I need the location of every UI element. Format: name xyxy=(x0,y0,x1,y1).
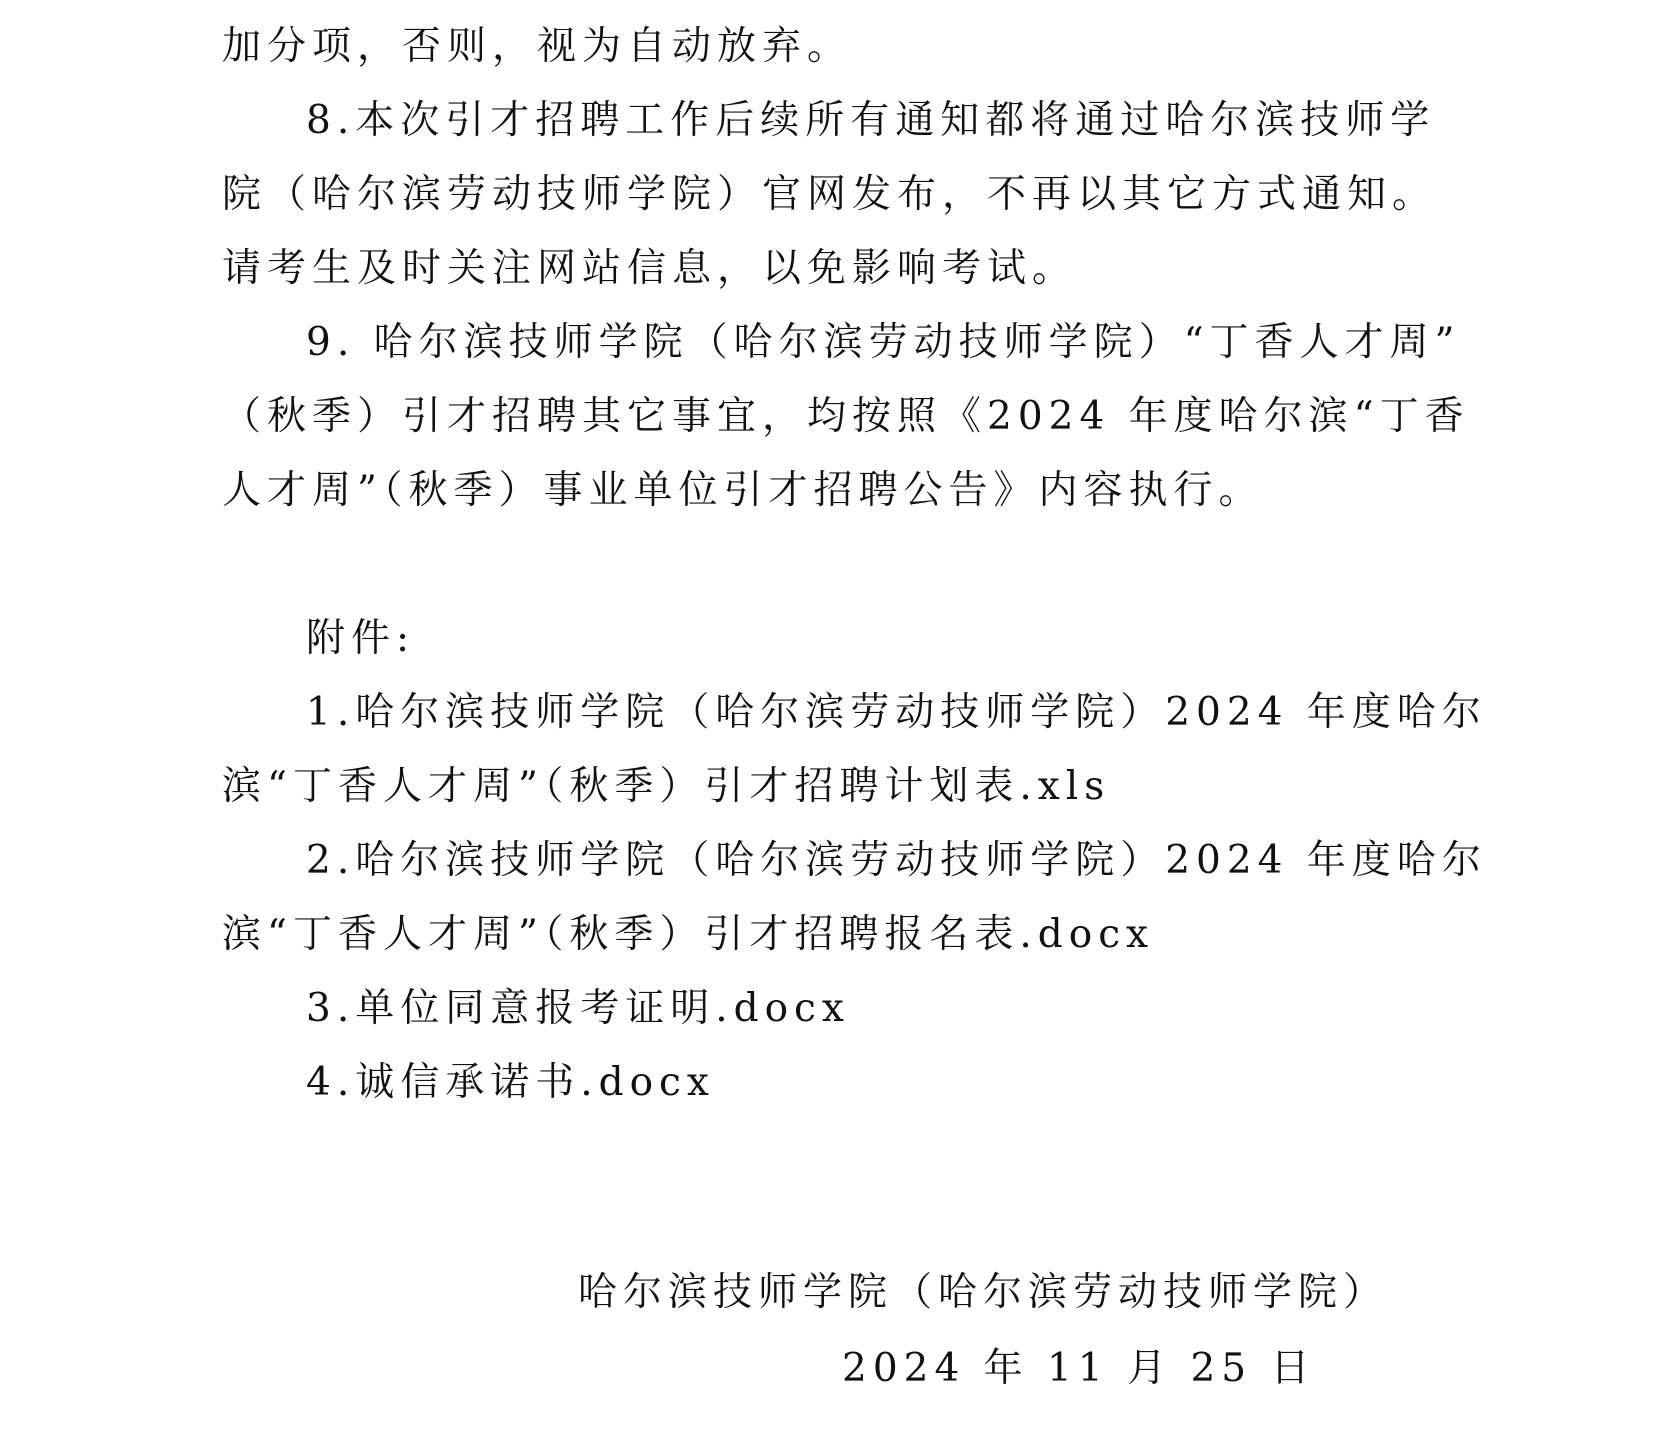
signature-organization: 哈尔滨技师学院（哈尔滨劳动技师学院） xyxy=(578,1270,1389,1315)
attachment-2-line-2[interactable]: 滨“丁香人才周”（秋季）引才招聘报名表.docx xyxy=(222,912,1155,957)
signature-date: 2024 年 11 月 25 日 xyxy=(842,1346,1316,1391)
paragraph-8-line-1: 8.本次引才招聘工作后续所有通知都将通过哈尔滨技师学 xyxy=(306,98,1436,143)
attachment-3[interactable]: 3.单位同意报考证明.docx xyxy=(306,986,850,1031)
paragraph-8-line-3: 请考生及时关注网站信息，以免影响考试。 xyxy=(222,246,1078,291)
attachments-heading: 附件: xyxy=(306,616,416,661)
attachment-1-line-2[interactable]: 滨“丁香人才周”（秋季）引才招聘计划表.xls xyxy=(222,764,1111,809)
attachment-4[interactable]: 4.诚信承诺书.docx xyxy=(306,1060,715,1105)
paragraph-9-line-3: 人才周”（秋季）事业单位引才招聘公告》内容执行。 xyxy=(222,468,1264,513)
attachment-2-line-1[interactable]: 2.哈尔滨技师学院（哈尔滨劳动技师学院）2024 年度哈尔 xyxy=(306,838,1487,883)
paragraph-8-line-2: 院（哈尔滨劳动技师学院）官网发布，不再以其它方式通知。 xyxy=(222,172,1438,217)
paragraph-7-tail: 加分项，否则，视为自动放弃。 xyxy=(222,24,853,69)
paragraph-9-line-2: （秋季）引才招聘其它事宜，均按照《2024 年度哈尔滨“丁香 xyxy=(222,394,1470,439)
paragraph-9-line-1: 9. 哈尔滨技师学院（哈尔滨劳动技师学院）“丁香人才周” xyxy=(306,320,1461,365)
attachment-1-line-1[interactable]: 1.哈尔滨技师学院（哈尔滨劳动技师学院）2024 年度哈尔 xyxy=(306,690,1487,735)
